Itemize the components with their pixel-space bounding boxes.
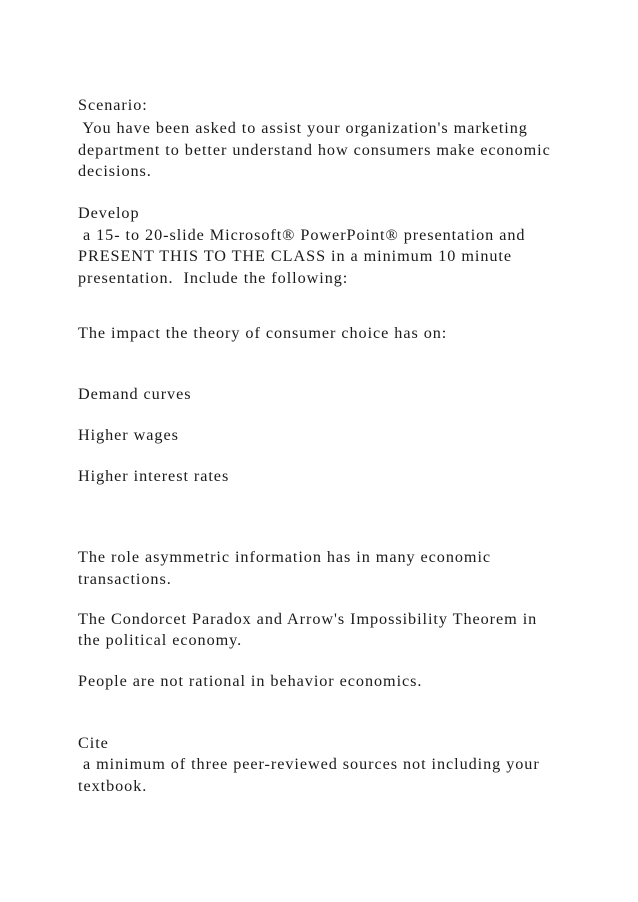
scenario-heading: Scenario: [78,96,148,114]
cite-heading: Cite [78,734,109,752]
scenario-text-line-1: You have been asked to assist your organization's marketing [78,119,528,137]
item-higher-interest-rates: Higher interest rates [78,467,230,485]
asymmetric-info-line-2: transactions. [78,570,172,588]
condorcet-line-2: the political economy. [78,631,243,649]
scenario-text-line-2: department to better understand how consumers make economic [78,141,551,159]
item-demand-curves: Demand curves [78,385,192,403]
impact-intro: The impact the theory of consumer choice has on: [78,324,448,342]
develop-heading: Develop [78,204,140,222]
condorcet-line-1: The Condorcet Paradox and Arrow's Impossibility Theorem in [78,610,538,628]
behavior-economics-line: People are not rational in behavior economics. [78,672,423,690]
asymmetric-info-line-1: The role asymmetric information has in many economic [78,548,492,566]
cite-text-line-1: a minimum of three peer-reviewed sources not including your [78,755,540,773]
cite-text-line-2: textbook. [78,777,148,795]
scenario-text-line-3: decisions. [78,162,152,180]
develop-text-line-2: PRESENT THIS TO THE CLASS in a minimum 10 minute [78,247,512,265]
develop-text-line-1: a 15- to 20-slide Microsoft® PowerPoint® presentation and [78,226,526,244]
develop-text-line-3: presentation. Include the following: [78,269,349,287]
item-higher-wages: Higher wages [78,426,179,444]
